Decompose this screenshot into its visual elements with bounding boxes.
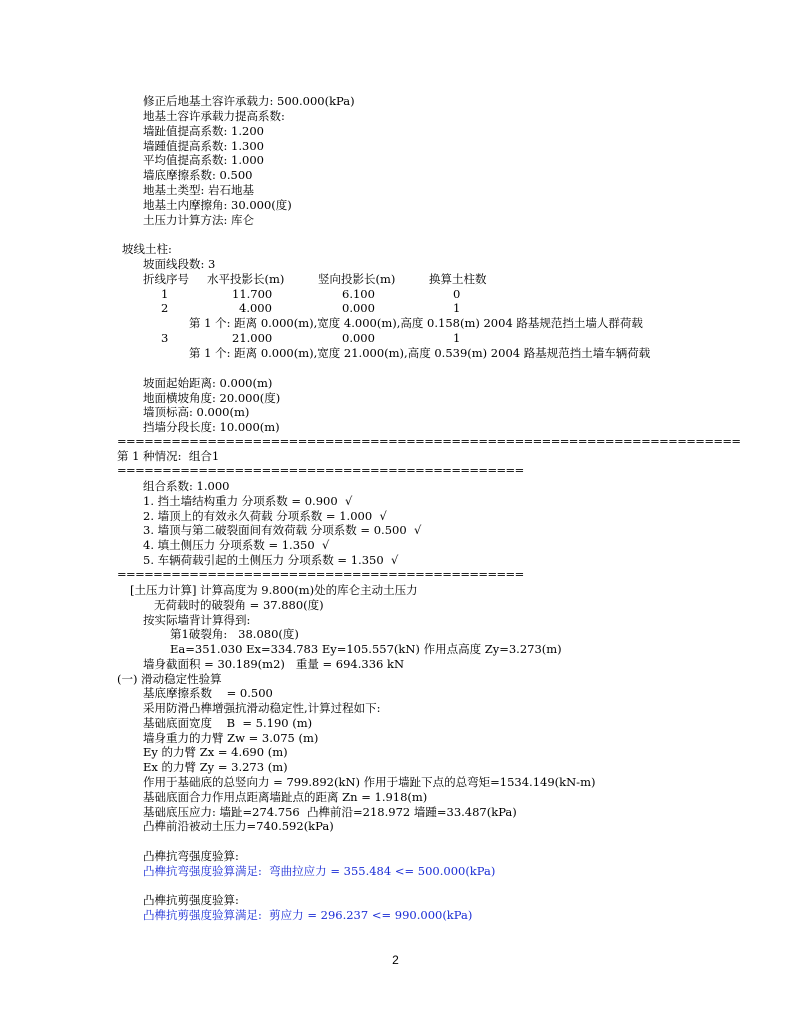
actual-wall-back-line: 按实际墙背计算得到: xyxy=(143,613,251,627)
sliding-line: Ey 的力臂 Zx = 4.690 (m) xyxy=(143,745,288,759)
slope-heading: 坡线土柱: xyxy=(122,242,172,256)
combo-item: 1. 挡土墙结构重力 分项系数 = 0.900 √ xyxy=(143,494,353,508)
friction-angle-line: 地基土内摩擦角: 30.000(度) xyxy=(143,198,292,212)
row2-load-note: 第 1 个: 距离 0.000(m),宽度 4.000(m),高度 0.158(m) 2004 路基规范挡土墙人群荷载 xyxy=(189,316,643,330)
sliding-line: 基础底压应力: 墙趾=274.756 凸榫前沿=218.972 墙踵=33.487(kPa) xyxy=(143,805,517,819)
sliding-line: Ex 的力臂 Zy = 3.273 (m) xyxy=(143,760,288,774)
row3-load-note: 第 1 个: 距离 0.000(m),宽度 21.000(m),高度 0.539(m) 2004 路基规范挡土墙车辆荷载 xyxy=(189,346,651,360)
table-row-v: 0.000 xyxy=(342,301,375,315)
bearing-factor-heading: 地基土容许承载力提高系数: xyxy=(143,109,285,123)
heel-factor-line: 墙踵值提高系数: 1.300 xyxy=(143,139,264,153)
wall-segment-length-line: 挡墙分段长度: 10.000(m) xyxy=(143,420,280,434)
table-row-n: 1 xyxy=(453,301,461,315)
soil-type-line: 地基土类型: 岩石地基 xyxy=(143,183,255,197)
shear-check-result: 凸榫抗剪强度验算满足: 剪应力 = 296.237 <= 990.000(kPa) xyxy=(143,908,473,922)
base-friction-line: 墙底摩擦系数: 0.500 xyxy=(143,168,253,182)
table-row-n: 0 xyxy=(453,287,461,301)
combo-factor-line: 组合系数: 1.000 xyxy=(143,479,230,493)
table-row-v: 6.100 xyxy=(342,287,375,301)
combo-item: 3. 墙顶与第二破裂面间有效荷载 分项系数 = 0.500 √ xyxy=(143,523,422,537)
average-factor-line: 平均值提高系数: 1.000 xyxy=(143,153,264,167)
slope-start-line: 坡面起始距离: 0.000(m) xyxy=(143,376,273,390)
sliding-line: 基础底面宽度 B = 5.190 (m) xyxy=(143,716,313,730)
combo-item: 4. 填土侧压力 分项系数 = 1.350 √ xyxy=(143,538,330,552)
ground-slope-line: 地面横坡角度: 20.000(度) xyxy=(143,391,281,405)
table-header-seq: 折线序号 xyxy=(143,272,189,286)
sliding-title: (一) 滑动稳定性验算 xyxy=(117,672,222,686)
divider-short: ============================================= xyxy=(117,567,524,581)
rupture-angle-line: 第1破裂角: 38.080(度) xyxy=(170,627,299,641)
bearing-capacity-line: 修正后地基土容许承载力: 500.000(kPa) xyxy=(143,94,355,108)
divider-long: ===================================================================== xyxy=(117,434,741,448)
sliding-line: 墙身重力的力臂 Zw = 3.075 (m) xyxy=(143,731,319,745)
shear-check-title: 凸榫抗剪强度验算: xyxy=(143,893,239,907)
earth-pressure-method-line: 土压力计算方法: 库仑 xyxy=(143,213,255,227)
sliding-line: 采用防滑凸榫增强抗滑动稳定性,计算过程如下: xyxy=(143,701,381,715)
bending-check-title: 凸榫抗弯强度验算: xyxy=(143,849,239,863)
sliding-line: 基底摩擦系数 = 0.500 xyxy=(143,686,273,700)
earth-pressure-title: [土压力计算] 计算高度为 9.800(m)处的库仑主动土压力 xyxy=(130,583,418,597)
case-title: 第 1 种情况: 组合1 xyxy=(117,449,220,463)
table-row-h: 4.000 xyxy=(239,301,272,315)
combo-item: 2. 墙顶上的有效永久荷载 分项系数 = 1.000 √ xyxy=(143,509,387,523)
no-load-angle-line: 无荷载时的破裂角 = 37.880(度) xyxy=(154,598,324,612)
toe-factor-line: 墙趾值提高系数: 1.200 xyxy=(143,124,264,138)
page-number: 2 xyxy=(392,953,399,967)
bending-check-result: 凸榫抗弯强度验算满足: 弯曲拉应力 = 355.484 <= 500.000(kPa) xyxy=(143,864,496,878)
table-row-v: 0.000 xyxy=(342,331,375,345)
combo-item: 5. 车辆荷载引起的土侧压力 分项系数 = 1.350 √ xyxy=(143,553,399,567)
table-row-seq: 3 xyxy=(161,331,169,345)
table-row-h: 11.700 xyxy=(232,287,273,301)
table-row-h: 21.000 xyxy=(232,331,273,345)
divider-short: ============================================= xyxy=(117,463,524,477)
table-header-horizontal: 水平投影长(m) xyxy=(207,272,285,286)
table-header-columns: 换算土柱数 xyxy=(429,272,487,286)
slope-segments-line: 坡面线段数: 3 xyxy=(143,257,216,271)
wall-top-elevation-line: 墙顶标高: 0.000(m) xyxy=(143,405,250,419)
table-header-vertical: 竖向投影长(m) xyxy=(318,272,396,286)
table-row-seq: 1 xyxy=(161,287,169,301)
wall-area-weight-line: 墙身截面积 = 30.189(m2) 重量 = 694.336 kN xyxy=(143,657,405,671)
earth-forces-line: Ea=351.030 Ex=334.783 Ey=105.557(kN) 作用点高度 Zy=3.273(m) xyxy=(170,642,562,656)
sliding-line: 凸榫前沿被动土压力=740.592(kPa) xyxy=(143,819,334,833)
table-row-seq: 2 xyxy=(161,301,169,315)
table-row-n: 1 xyxy=(453,331,461,345)
sliding-line: 基础底面合力作用点距离墙趾点的距离 Zn = 1.918(m) xyxy=(143,790,428,804)
sliding-line: 作用于基础底的总竖向力 = 799.892(kN) 作用于墙趾下点的总弯矩=1534.149(kN-m) xyxy=(143,775,596,789)
